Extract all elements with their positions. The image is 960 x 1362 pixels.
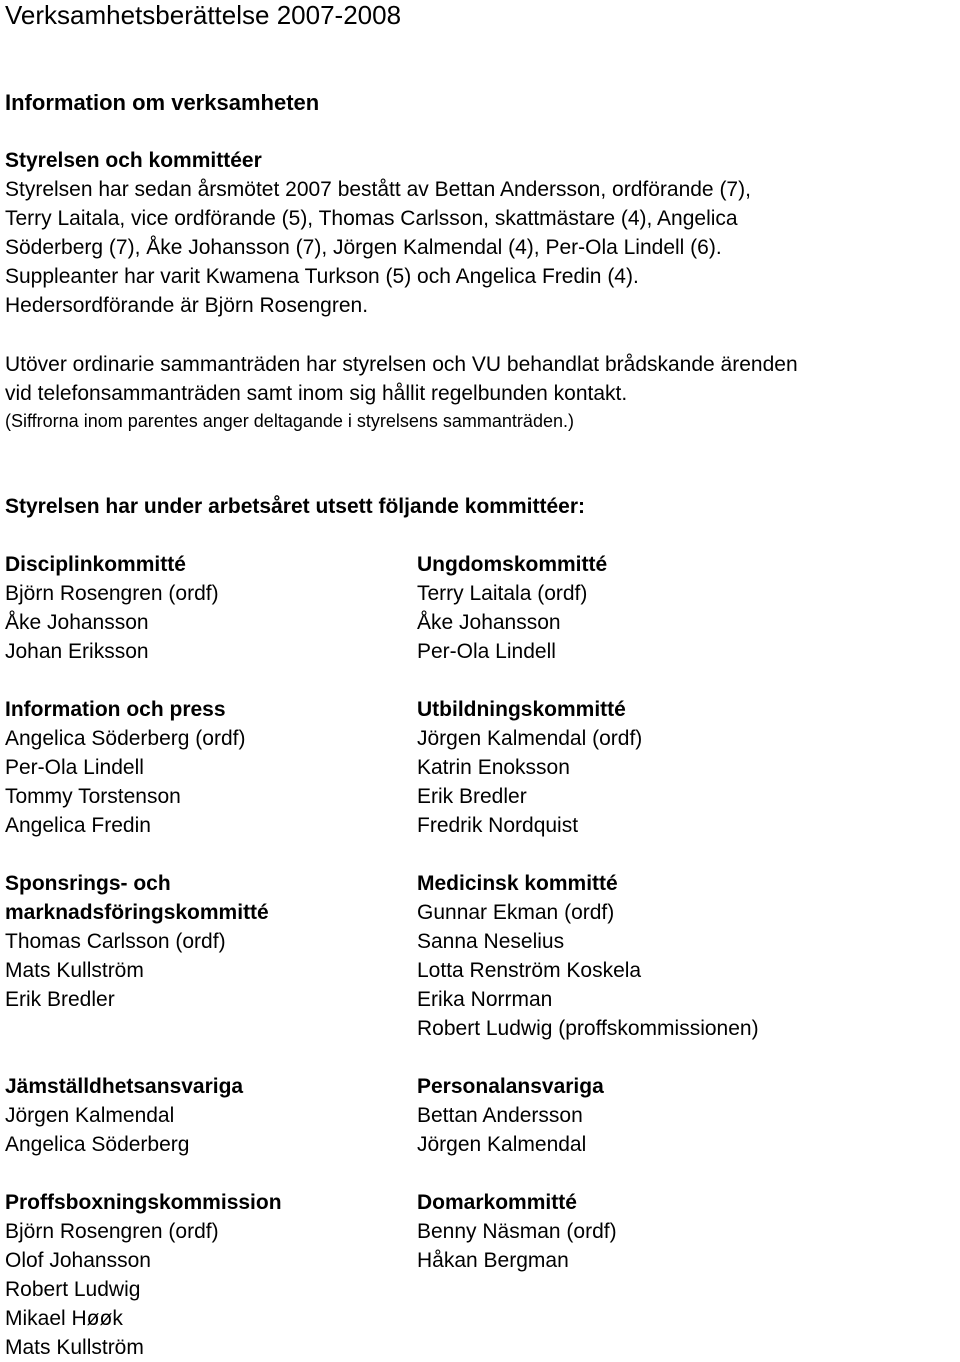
committee-member: Angelica Söderberg (ordf) — [5, 727, 246, 750]
committee-member: Åke Johansson — [5, 611, 149, 634]
committee-medicinsk — [417, 869, 759, 1043]
committee-jamstalldhet — [5, 1072, 243, 1159]
committee-name: Domarkommitté — [417, 1191, 577, 1214]
committee-member: Håkan Bergman — [417, 1249, 569, 1272]
committee-proffsboxning — [5, 1188, 282, 1362]
meetings-line: Utöver ordinarie sammanträden har styrelsen och VU behandlat brådskande ärenden — [5, 353, 798, 376]
meetings-note: (Siffrorna inom parentes anger deltagande i styrelsens sammanträden.) — [5, 411, 574, 431]
committee-sponsring — [5, 869, 269, 1014]
committee-member: Fredrik Nordquist — [417, 814, 579, 837]
committee-member: Tommy Torstenson — [5, 785, 181, 808]
committee-member: Angelica Söderberg — [5, 1133, 190, 1156]
committee-member: Angelica Fredin — [5, 814, 151, 837]
committee-name: Medicinsk kommitté — [417, 872, 618, 895]
committee-domar — [417, 1188, 617, 1275]
committee-name: Jämställdhetsansvariga — [5, 1075, 244, 1098]
committee-member: Mats Kullström — [5, 1336, 144, 1359]
committees-intro: Styrelsen har under arbetsåret utsett följande kommittéer: — [5, 495, 585, 518]
committee-member: Erik Bredler — [5, 988, 115, 1011]
committee-member: Bettan Andersson — [417, 1104, 583, 1127]
committee-member: Åke Johansson — [417, 611, 561, 634]
committee-member: Robert Ludwig (proffskommissionen) — [417, 1017, 759, 1040]
committee-member: Erik Bredler — [417, 785, 527, 808]
board-line: Suppleanter har varit Kwamena Turkson (5) och Angelica Fredin (4). — [5, 265, 639, 288]
committee-member: Per-Ola Lindell — [5, 756, 144, 779]
board-heading: Styrelsen och kommittéer — [5, 149, 262, 172]
committee-member: Gunnar Ekman (ordf) — [417, 901, 615, 924]
meetings-line: vid telefonsammanträden samt inom sig hållit regelbunden kontakt. — [5, 382, 628, 405]
board-line: Styrelsen har sedan årsmötet 2007 bestått av Bettan Andersson, ordförande (7), — [5, 178, 751, 201]
committee-member: Erika Norrman — [417, 988, 553, 1011]
committee-name: Disciplinkommitté — [5, 553, 186, 576]
committee-member: Mats Kullström — [5, 959, 144, 982]
committee-name: Utbildningskommitté — [417, 698, 626, 721]
committee-ungdom — [417, 550, 607, 666]
committee-member: Johan Eriksson — [5, 640, 149, 663]
committee-member: Jörgen Kalmendal (ordf) — [417, 727, 643, 750]
document-title: Verksamhetsberättelse 2007-2008 — [5, 0, 402, 30]
committee-member: Per-Ola Lindell — [417, 640, 556, 663]
committee-member: Lotta Renström Koskela — [417, 959, 642, 982]
section-heading: Information om verksamheten — [5, 90, 320, 115]
committee-member: Sanna Neselius — [417, 930, 565, 953]
board-section — [5, 146, 751, 320]
meetings-section — [5, 350, 798, 434]
committee-name: Information och press — [5, 698, 226, 721]
committee-member: Mikael Høøk — [5, 1307, 123, 1330]
committee-member: Jörgen Kalmendal — [5, 1104, 175, 1127]
committee-disciplin — [5, 550, 219, 666]
committee-member: Robert Ludwig — [5, 1278, 141, 1301]
committee-personal — [417, 1072, 604, 1159]
committee-utbildning — [417, 695, 642, 840]
committee-member: Thomas Carlsson (ordf) — [5, 930, 226, 953]
committee-name: Personalansvariga — [417, 1075, 604, 1098]
committee-name: Ungdomskommitté — [417, 553, 608, 576]
committee-name: Proffsboxningskommission — [5, 1191, 282, 1214]
board-line: Söderberg (7), Åke Johansson (7), Jörgen Kalmendal (4), Per-Ola Lindell (6). — [5, 236, 722, 259]
committee-member: Björn Rosengren (ordf) — [5, 582, 219, 605]
committee-member: Katrin Enoksson — [417, 756, 570, 779]
committee-name: Sponsrings- och — [5, 872, 171, 895]
board-line: Terry Laitala, vice ordförande (5), Thomas Carlsson, skattmästare (4), Angelica — [5, 207, 738, 230]
board-line: Hedersordförande är Björn Rosengren. — [5, 294, 369, 317]
committee-member: Benny Näsman (ordf) — [417, 1220, 617, 1243]
committee-member: Jörgen Kalmendal — [417, 1133, 587, 1156]
committee-name: marknadsföringskommitté — [5, 901, 269, 924]
committee-member: Terry Laitala (ordf) — [417, 582, 588, 605]
committee-information-press — [5, 695, 245, 840]
committee-member: Olof Johansson — [5, 1249, 151, 1272]
committee-member: Björn Rosengren (ordf) — [5, 1220, 219, 1243]
